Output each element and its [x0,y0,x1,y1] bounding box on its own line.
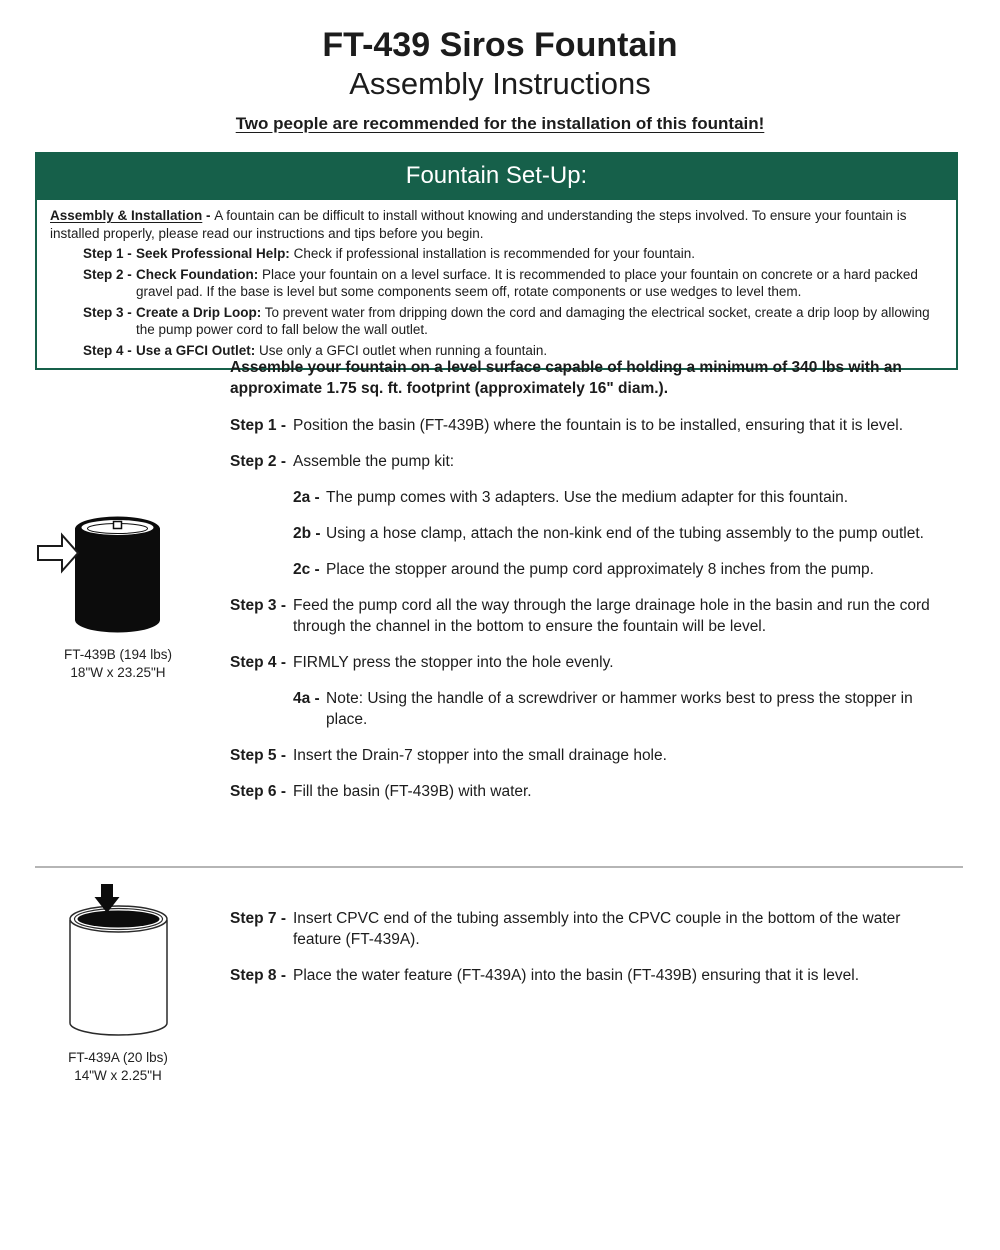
step-label: Step 2 - [230,453,286,470]
assembly-step-row [230,781,948,802]
step-label: Step 3 - [230,597,286,614]
assembly-step-row [230,451,948,472]
page-title: FT-439 Siros Fountain [322,26,678,64]
setup-step-row [50,266,944,301]
setup-intro-lead: Assembly & Installation [50,208,203,223]
basin-caption-line1: FT-439B (194 lbs) [63,647,173,662]
step-label: Step 1 - [230,417,286,434]
setup-step-row [50,245,944,263]
step-text: The pump comes with 3 adapters. Use the medium adapter for this fountain. [326,489,849,506]
assembly-step-row [230,908,952,950]
step-label: Step 3 - [83,304,132,320]
basin-caption-line2: 18"W x 23.25"H [70,665,166,680]
step-body [136,266,944,301]
feature-opening [78,911,160,928]
step-text: To prevent water from dripping down the cord and damaging the electrical socket, create a drip loop by allowing the pump power cord to fall below the wall outlet. [136,304,930,337]
section-divider [35,866,963,868]
assembly-column-1 [230,357,948,817]
step-text: Insert CPVC end of the tubing assembly into the CPVC couple in the bottom of the water feature (FT-439A). [293,910,901,948]
figure-basin [35,500,201,682]
water-feature-caption-line2: 14"W x 2.25"H [74,1068,162,1083]
step-text: Fill the basin (FT-439B) with water. [293,783,532,800]
basin-illustration [35,500,201,635]
feature-cylinder [70,920,167,1035]
assembly-substep-row [293,487,948,508]
step-label: Step 2 - [83,266,132,282]
step-text: Place the water feature (FT-439A) into the basin (FT-439B) ensuring that it is level. [293,967,860,984]
step-text: Feed the pump cord all the way through the large drainage hole in the basin and run the cord through the channel in the bottom to ensure the fountain will be level. [293,597,930,635]
step-label: 4a - [293,690,320,707]
setup-intro-text: A fountain can be difficult to install without knowing and understanding the steps involved. To ensure your fountain is installed properly, please read our instructions and tips before you begin. [50,208,907,241]
setup-step-row [50,304,944,339]
assembly-substep-row [293,523,948,544]
setup-box-header: Fountain Set-Up: [37,154,956,200]
step-label: Step 6 - [230,783,286,800]
step-text: Check if professional installation is recommended for your fountain. [289,246,696,261]
assembly-step-row [230,965,952,986]
right-arrow-icon [38,535,78,571]
step-text: Using a hose clamp, attach the non-kink end of the tubing assembly to the pump outlet. [326,525,924,542]
step-text: Insert the Drain-7 stopper into the small drainage hole. [293,747,667,764]
water-feature-caption [35,1049,201,1085]
step-title: Seek Professional Help: [136,246,290,261]
setup-intro-separator: - [202,208,215,223]
setup-box [35,152,958,370]
step-text: Note: Using the handle of a screwdriver or hammer works best to press the stopper in place. [326,690,913,728]
assembly-substep-row [293,559,948,580]
step-label: Step 1 - [83,246,132,261]
step-title: Use a GFCI Outlet: [136,342,256,358]
step-title: Check Foundation: [136,266,259,282]
step-label: Step 7 - [230,910,286,927]
step-label: 2b - [293,525,321,542]
assembly-step-row [230,652,948,673]
step-label: 2c - [293,561,320,578]
assembly-column-2 [230,908,952,1001]
assembly-step-row [230,745,948,766]
step-text: FIRMLY press the stopper into the hole evenly. [293,654,614,671]
setup-intro [50,207,944,242]
water-feature-illustration [35,880,201,1038]
step-body [136,304,944,339]
step-text: Position the basin (FT-439B) where the fountain is to be installed, ensuring that it is level. [293,417,904,434]
water-feature-caption-line1: FT-439A (20 lbs) [68,1050,168,1065]
figure-water-feature [35,880,201,1085]
step-text: Place the stopper around the pump cord approximately 8 inches from the pump. [326,561,874,578]
assembly-substep-row [293,688,948,730]
step-text: Assemble the pump kit: [293,453,455,470]
step-label: Step 5 - [230,747,286,764]
page-subtitle: Assembly Instructions [349,66,651,101]
assembly-step-row [230,415,948,436]
basin-fitting [114,522,122,529]
step-text: Place your fountain on a level surface. It is recommended to place your fountain on concrete or a hard packed gravel pad. If the base is level but some components seem off, rotate components or use wedges to level them. [136,266,918,299]
setup-box-body [37,200,956,368]
basin-caption [35,646,201,682]
step-label: Step 4 - [230,654,286,671]
step-title: Create a Drip Loop: [136,304,262,320]
step-body [136,245,944,263]
step-label: 2a - [293,489,320,506]
two-people-notice: Two people are recommended for the installation of this fountain! [235,114,765,133]
assembly-intro: Assemble your fountain on a level surface capable of holding a minimum of 340 lbs with an approximate 1.75 sq. ft. footprint (approximately 16" diam.). [230,359,902,397]
step-label: Step 4 - [83,342,132,358]
assembly-step-row [230,595,948,637]
step-text: Use only a GFCI outlet when running a fountain. [255,342,548,358]
step-label: Step 8 - [230,967,286,984]
